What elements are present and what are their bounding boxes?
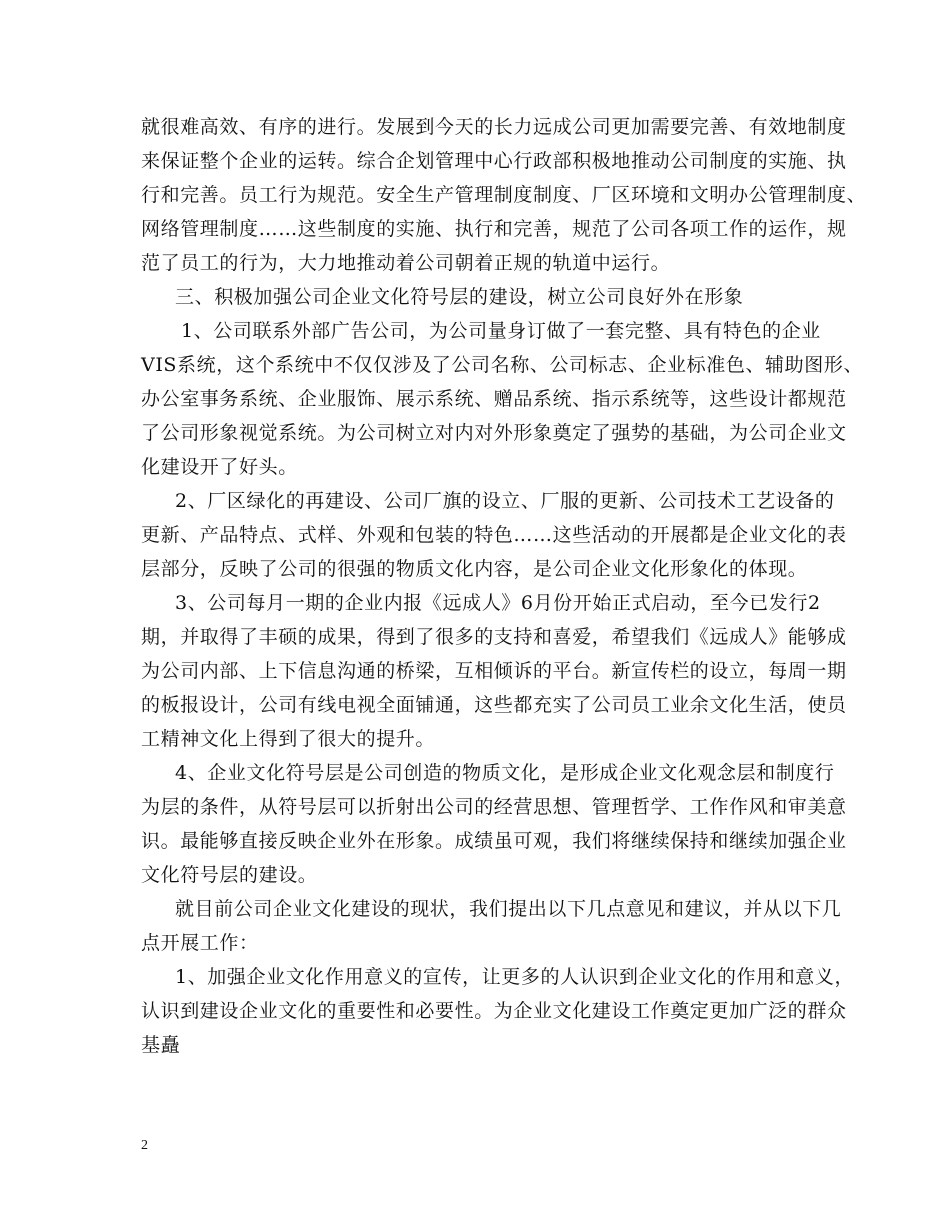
text-line: 1、公司联系外部广告公司，为公司量身订做了一套完整、具有特色的企业 — [181, 320, 821, 342]
text-line: 化建设开了好头。 — [141, 456, 298, 478]
page-number: 2 — [141, 1138, 148, 1153]
text-line: 范了员工的行为，大力地推动着公司朝着正规的轨道中运行。 — [141, 252, 671, 274]
text-line: 三、积极加强公司企业文化符号层的建设，树立公司良好外在形象 — [175, 286, 744, 308]
text-line: 了公司形象视觉系统。为公司树立对内对外形象奠定了强势的基础，为公司企业文 — [141, 422, 847, 444]
text-line: 办公室事务系统、企业服饰、展示系统、赠品系统、指示系统等，这些设计都规范 — [141, 388, 847, 410]
text-line: 行和完善。员工行为规范。安全生产管理制度制度、厂区环境和文明办公管理制度、 — [141, 184, 867, 206]
text-line: VIS系统，这个系统中不仅仅涉及了公司名称、公司标志、企业标准色、辅助图形、 — [141, 354, 864, 376]
text-line: 基矗 — [141, 1034, 181, 1056]
text-line: 文化符号层的建设。 — [141, 864, 318, 886]
text-line: 认识到建设企业文化的重要性和必要性。为企业文化建设工作奠定更加广泛的群众 — [141, 1000, 847, 1022]
text-line: 工精神文化上得到了很大的提升。 — [141, 728, 436, 750]
text-line: 识。最能够直接反映企业外在形象。成绩虽可观，我们将继续保持和继续加强企业 — [141, 830, 847, 852]
text-line: 网络管理制度……这些制度的实施、执行和完善，规范了公司各项工作的运作，规 — [141, 218, 847, 240]
text-line: 4、企业文化符号层是公司创造的物质文化，是形成企业文化观念层和制度行 — [175, 762, 835, 784]
text-line: 的板报设计，公司有线电视全面铺通，这些都充实了公司员工业余文化生活，使员 — [141, 694, 847, 716]
text-line: 2、厂区绿化的再建设、公司厂旗的设立、厂服的更新、公司技术工艺设备的 — [175, 490, 835, 512]
text-line: 就很难高效、有序的进行。发展到今天的长力远成公司更加需要完善、有效地制度 — [141, 116, 847, 138]
text-line: 为层的条件，从符号层可以折射出公司的经营思想、管理哲学、工作作风和审美意 — [141, 796, 847, 818]
text-line: 点开展工作： — [141, 932, 259, 954]
text-line: 层部分，反映了公司的很强的物质文化内容，是公司企业文化形象化的体现。 — [141, 558, 808, 580]
text-line: 更新、产品特点、式样、外观和包装的特色……这些活动的开展都是企业文化的表 — [141, 524, 847, 546]
text-line: 来保证整个企业的运转。综合企划管理中心行政部积极地推动公司制度的实施、执 — [141, 150, 847, 172]
text-line: 3、公司每月一期的企业内报《远成人》6月份开始正式启动，至今已发行2 — [175, 592, 821, 614]
text-line: 1、加强企业文化作用意义的宣传，让更多的人认识到企业文化的作用和意义， — [175, 966, 855, 988]
text-line: 期，并取得了丰硕的成果，得到了很多的支持和喜爱，希望我们《远成人》能够成 — [141, 626, 847, 648]
text-line: 为公司内部、上下信息沟通的桥梁，互相倾诉的平台。新宣传栏的设立，每周一期 — [141, 660, 847, 682]
text-line: 就目前公司企业文化建设的现状，我们提出以下几点意见和建议，并从以下几 — [175, 898, 842, 920]
